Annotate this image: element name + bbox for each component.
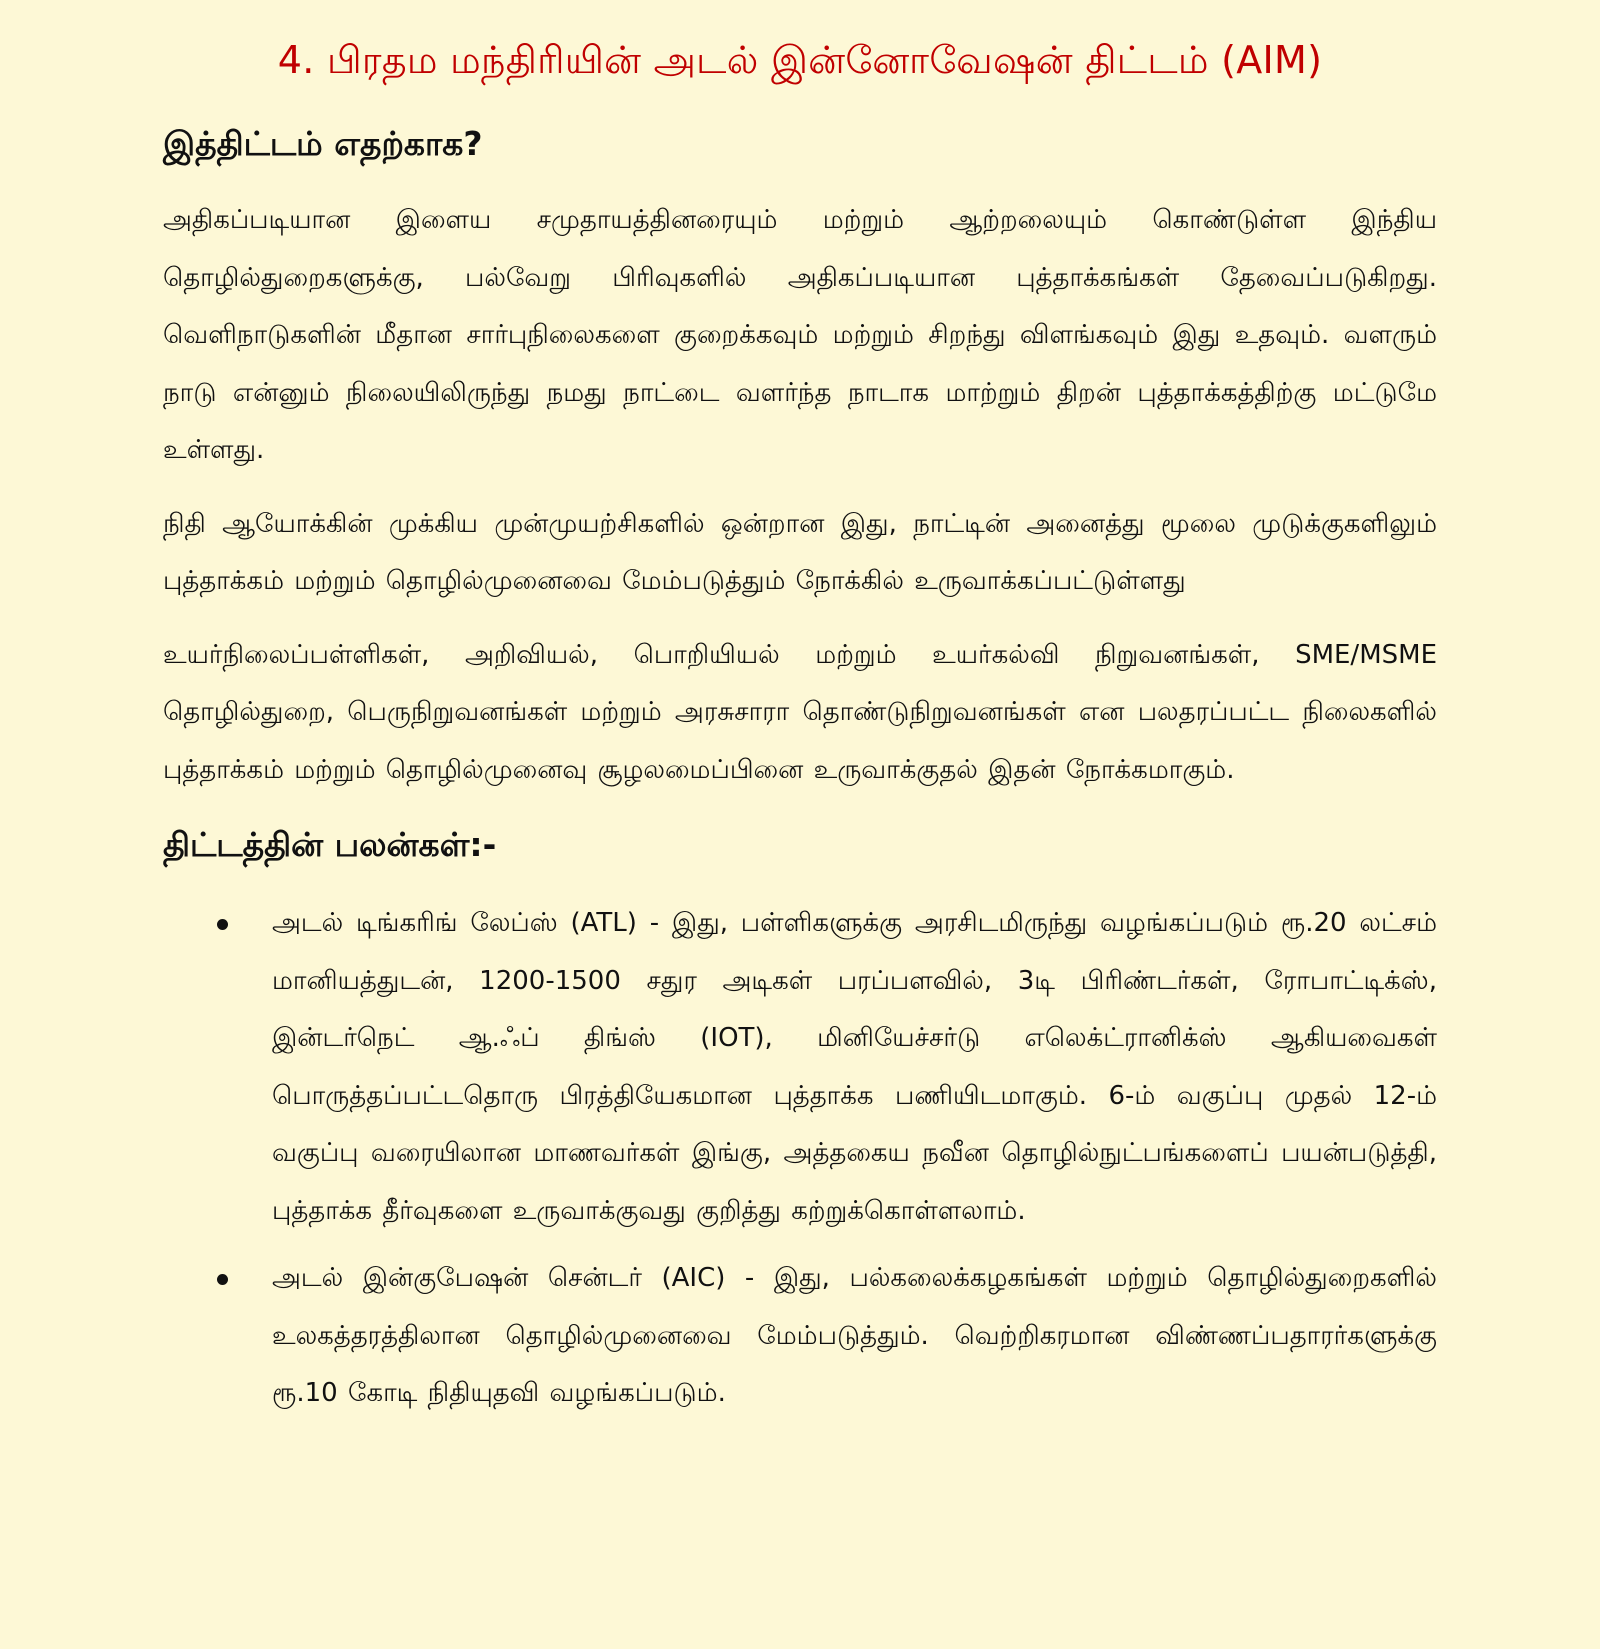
bullet-icon [217,1274,228,1285]
paragraph-intro: அதிகப்படியான இளைய சமுதாயத்தினரையும் மற்றும் ஆற்றலையும் கொண்டுள்ள இந்திய தொழில்துறைகளுக்கு, பல்வேறு பிரிவுகளில் அதிகப்படியான புத்தாக்கங்கள் தேவைப்படுகிறது. வெளிநாடுகளின் மீதான சார்புநிலைகளை குறைக்கவும் மற்றும் சிறந்து விளங்கவும் இது உதவும். வளரும் நாடு என்னும் நிலையிலிருந்து நமது நாட்டை வளர்ந்த நாடாக மாற்றும் திறன் புத்தாக்கத்திற்கு மட்டுமே உள்ளது. [163,205,1437,465]
benefits-list [163,895,1437,1423]
page-title: 4. பிரதம மந்திரியின் அடல் இன்னோவேஷன் திட்டம் (AIM) [277,38,1323,82]
benefit-item-aic [163,1250,1437,1423]
bullet-icon [217,919,228,930]
benefits-heading: திட்டத்தின் பலன்கள்:- [163,825,497,864]
paragraph-objective: உயர்நிலைப்பள்ளிகள், அறிவியல், பொறியியல் மற்றும் உயர்கல்வி நிறுவனங்கள், SME/MSME தொழில்துறை, பெருநிறுவனங்கள் மற்றும் அரசுசாரா தொண்டுநிறுவனங்கள் என பலதரப்பட்ட நிலைகளில் புத்தாக்கம் மற்றும் தொழில்முனைவு சூழலமைப்பினை உருவாக்குதல் இதன் நோக்கமாகும். [163,639,1437,785]
benefit-text: அடல் டிங்கரிங் லேப்ஸ் (ATL) - இது, பள்ளிகளுக்கு அரசிடமிருந்து வழங்கப்படும் ரூ.20 லட்சம் மானியத்துடன், 1200-1500 சதுர அடிகள் பரப்பளவில், 3டி பிரிண்டர்கள், ரோபாட்டிக்ஸ், இன்டர்நெட் ஆ.ஃப் திங்ஸ் (IOT), மினியேச்சர்டு எலெக்ட்ரானிக்ஸ் ஆகியவைகள் பொருத்தப்பட்டதொரு பிரத்தியேகமான புத்தாக்க பணியிடமாகும். 6-ம் வகுப்பு முதல் 12-ம் வகுப்பு வரையிலான மாணவர்கள் இங்கு, அத்தகைய நவீன தொழில்நுட்பங்களைப் பயன்படுத்தி, புத்தாக்க தீர்வுகளை உருவாக்குவது குறித்து கற்றுக்கொள்ளலாம். [272,908,1437,1226]
purpose-heading: இத்திட்டம் எதற்காக? [163,124,483,163]
benefit-text: அடல் இன்குபேஷன் சென்டர் (AIC) - இது, பல்கலைக்கழகங்கள் மற்றும் தொழில்துறைகளில் உலகத்தரத்திலான தொழில்முனைவை மேம்படுத்தும். வெற்றிகரமான விண்ணப்பதாரர்களுக்கு ரூ.10 கோடி நிதியுதவி வழங்கப்படும். [272,1263,1437,1408]
paragraph-niti-aayog: நிதி ஆயோக்கின் முக்கிய முன்முயற்சிகளில் ஒன்றான இது, நாட்டின் அனைத்து மூலை முடுக்குகளிலும் புத்தாக்கம் மற்றும் தொழில்முனைவை மேம்படுத்தும் நோக்கில் உருவாக்கப்பட்டுள்ளது [163,508,1437,596]
benefit-item-atl [163,895,1437,1240]
